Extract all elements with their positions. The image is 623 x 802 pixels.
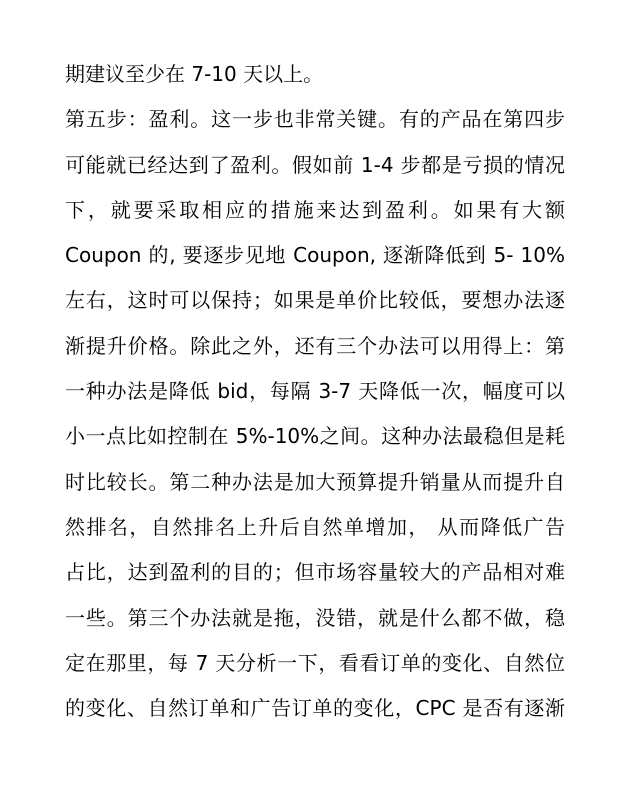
text-line: 左右，这时可以保持；如果是单价比较低，要想办法逐 [65,288,565,313]
text-line: 渐提升价格。除此之外，还有三个办法可以用得上：第 [65,333,565,358]
text-line: 第五步：盈利。这一步也非常关键。有的产品在第四步 [65,107,565,132]
text-line: 然排名，自然排名上升后自然单增加， 从而降低广告 [65,514,565,539]
text-line: 一种办法是降低 bid，每隔 3-7 天降低一次，幅度可以 [65,379,565,404]
text-line: 时比较长。第二种办法是加大预算提升销量从而提升自 [65,469,565,494]
text-line: 一些。第三个办法就是拖，没错，就是什么都不做，稳 [65,605,565,630]
text-line: 期建议至少在 7-10 天以上。 [65,62,324,86]
text-line: 定在那里，每 7 天分析一下，看看订单的变化、自然位 [65,650,565,675]
text-line: Coupon 的, 要逐步见地 Coupon, 逐渐降低到 5- 10% [65,243,565,268]
text-line: 小一点比如控制在 5%-10%之间。这种办法最稳但是耗 [65,424,565,449]
text-line: 下，就要采取相应的措施来达到盈利。如果有大额 [65,197,565,222]
text-line: 的变化、自然订单和广告订单的变化，CPC 是否有逐渐 [65,696,565,721]
text-line: 可能就已经达到了盈利。假如前 1-4 步都是亏损的情况 [65,152,565,177]
text-line: 占比，达到盈利的目的；但市场容量较大的产品相对难 [65,560,565,585]
body-text [65,56,565,735]
